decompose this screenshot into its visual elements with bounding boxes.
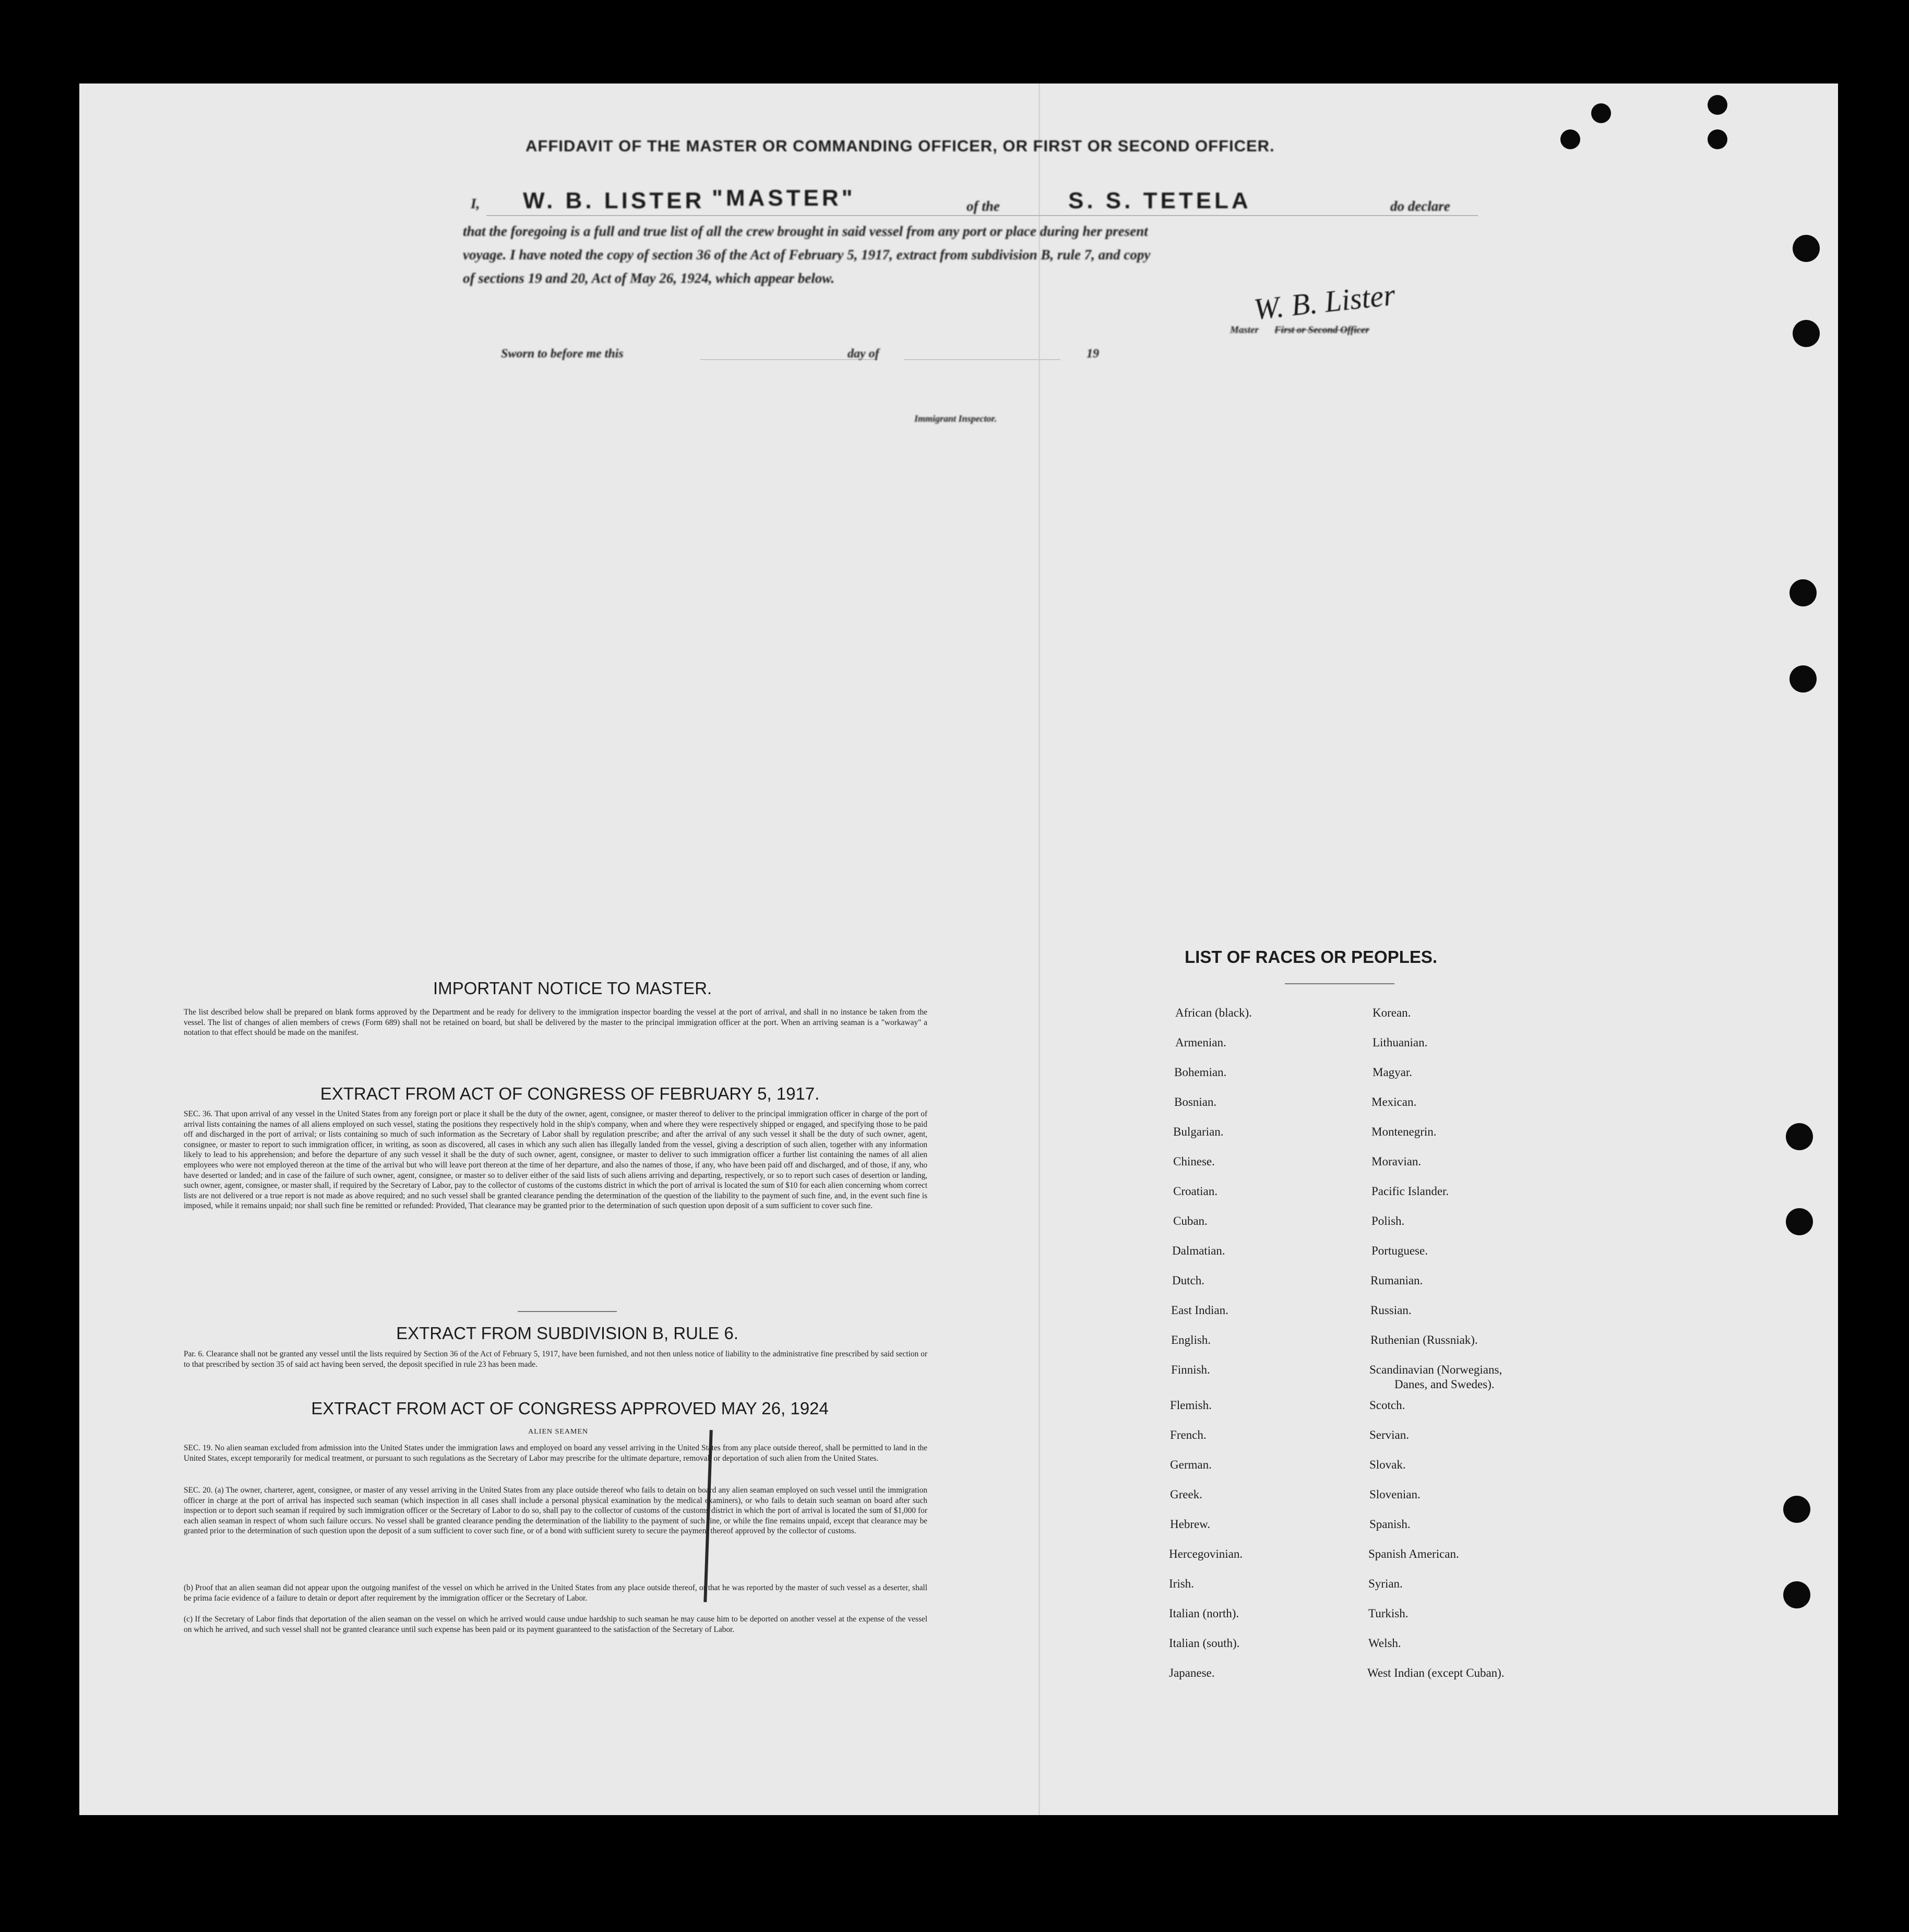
race-item: Slovak. xyxy=(1369,1458,1406,1471)
race-item: Portuguese. xyxy=(1371,1244,1428,1257)
page-fold xyxy=(1039,84,1040,1815)
race-item: Armenian. xyxy=(1175,1036,1226,1049)
race-item: Scotch. xyxy=(1369,1399,1405,1412)
extract-1924-sec19: SEC. 19. No alien seaman excluded from admission into the United States under the immigration laws and employed on board any vessel arriving in the United States from any place outside thereof, shall be permitted to land in the United States, except temporarily for medical treatment, or pursuant to such regulations as the Secretary of Labor may prescribe for the ultimate departure, removal, or deportation of such alien from the United States. xyxy=(184,1444,927,1463)
races-title: LIST OF RACES OR PEOPLES. xyxy=(1185,947,1438,967)
races-title-rule xyxy=(1285,983,1394,984)
race-item: Magyar. xyxy=(1373,1066,1413,1079)
race-item: Bulgarian. xyxy=(1173,1125,1224,1138)
race-item: West Indian (except Cuban). xyxy=(1367,1666,1505,1679)
punch-hole xyxy=(1591,103,1611,123)
signature-struck-text: First or Second Officer xyxy=(1274,325,1369,336)
affidavit-of-the: of the xyxy=(967,198,1000,214)
race-item: Syrian. xyxy=(1368,1577,1403,1590)
race-item: Pacific Islander. xyxy=(1371,1185,1449,1198)
race-item-continued: Danes, and Swedes). xyxy=(1394,1378,1495,1391)
punch-hole xyxy=(1708,129,1727,149)
rule6-title: EXTRACT FROM SUBDIVISION B, RULE 6. xyxy=(396,1323,738,1343)
race-item: Polish. xyxy=(1371,1214,1405,1227)
race-item: Italian (south). xyxy=(1169,1637,1240,1650)
affidavit-line-3: of sections 19 and 20, Act of May 26, 1924, which appear below. xyxy=(463,270,834,286)
master-signature: W. B. Lister xyxy=(1252,277,1397,327)
rule6-body: Par. 6. Clearance shall not be granted any vessel until the lists required by Section 36 of the Act of February 5, 1917, have been furnished, and not then unless notice of liability to the administrative fine prescribed by said section or to that prescribed by section 35 of said act having been served, the deposit specified in rule 23 has been made. xyxy=(184,1350,927,1369)
race-item: Rumanian. xyxy=(1370,1274,1423,1287)
race-item: Chinese. xyxy=(1173,1155,1215,1168)
race-item: Welsh. xyxy=(1368,1637,1401,1650)
extract-1924-title: EXTRACT FROM ACT OF CONGRESS APPROVED MAY 26, 1924 xyxy=(311,1399,829,1418)
affidavit-pre-name: I, xyxy=(471,196,480,211)
extract-1924-sec20c: (c) If the Secretary of Labor finds that deportation of the alien seaman on the vessel on which he arrived would cause undue hardship to such seaman he may cause him to be deported on another vessel at the expense of the vessel on which he arrived, and such vessel shall not be granted clearance until such expense has been paid or its payment guaranteed to the satisfaction of the Secretary of Labor. xyxy=(184,1615,927,1634)
race-item: Flemish. xyxy=(1170,1399,1212,1412)
day-blank xyxy=(904,359,1060,360)
sworn-text: Sworn to before me this xyxy=(501,347,624,361)
punch-hole xyxy=(1783,1581,1810,1608)
race-item: Hercegovinian. xyxy=(1169,1547,1243,1560)
document-page xyxy=(79,84,1838,1815)
race-item: Spanish. xyxy=(1369,1518,1411,1531)
punch-hole xyxy=(1708,95,1727,115)
race-item: English. xyxy=(1171,1333,1211,1346)
divider-1 xyxy=(518,1311,617,1312)
punch-hole xyxy=(1783,1496,1810,1523)
extract-1917-title: EXTRACT FROM ACT OF CONGRESS OF FEBRUARY 5, 1917. xyxy=(320,1084,820,1103)
race-item: Korean. xyxy=(1373,1006,1411,1019)
extract-1917-body: SEC. 36. That upon arrival of any vessel in the United States from any foreign port or place it shall be the duty of the owner, agent, consignee, or master thereof to deliver to the principal immigration officer in charge of the port of arrival lists containing the names of all aliens employed on such vessel, stating the positions they respectively hold in the ship's company, when and where they were respectively shipped or engaged, and specifying those to be paid off and discharged in the port of arrival; or lists containing so much of such information as the Secretary of Labor shall by regulation prescribe; and after the arrival of any such vessel it shall be the duty of such owner, agent, consignee, or master to report to such immigration officer, in writing, as soon as discovered, all cases in which any such alien has illegally landed from the vessel, giving a description of such alien, together with any information likely to lead to his apprehension; and before the departure of any such vessel it shall be the duty of such owner, agent, consignee, or master to deliver to such immigration officer a further list containing the names of all alien employees who were not employed thereon at the time of the arrival but who will leave port thereon at the time of her departure, and also the names of those, if any, who have been paid off and discharged, and of those, if any, who have deserted or landed; and in case of the failure of such owner, agent, consignee, or master so to deliver either of the said lists of such aliens arriving and departing, respectively, or so to report such cases of desertion or landing, such owner, agent, consignee, or master shall, if required by the Secretary of Labor, pay to the collector of customs of the customs district in which the port of arrival is located the sum of $10 for each alien concerning whom correct lists are not delivered or a true report is not made as above required; and no such vessel shall be granted clearance pending the determination of the question of the liability to the payment of such fine, and, in the event such fine is imposed, while it remains unpaid; nor shall such fine be remitted or refunded: Provided, That clearance may be granted prior to the determination of such question upon deposit of a sum sufficient to cover such fine. xyxy=(184,1110,927,1211)
race-item: Turkish. xyxy=(1368,1607,1409,1620)
name-underline xyxy=(486,215,1478,216)
race-item: African (black). xyxy=(1175,1006,1252,1019)
punch-hole xyxy=(1786,1123,1813,1150)
race-item: French. xyxy=(1170,1428,1207,1441)
extract-1924-sec20b: (b) Proof that an alien seaman did not appear upon the outgoing manifest of the vessel on which he arrived in the United States from any place outside thereof, or that he was reported by the master of such vessel as a deserter, shall be prima facie evidence of a failure to detain or deport after requirement by the immigration officer or the Secretary of Labor. xyxy=(184,1583,927,1603)
race-item: Japanese. xyxy=(1169,1666,1215,1679)
notice-title: IMPORTANT NOTICE TO MASTER. xyxy=(433,979,712,998)
punch-hole xyxy=(1560,129,1580,149)
punch-hole xyxy=(1789,665,1817,693)
race-item: Spanish American. xyxy=(1368,1547,1459,1560)
extract-1924-subtitle: ALIEN SEAMEN xyxy=(528,1428,589,1436)
race-item: German. xyxy=(1170,1458,1212,1471)
punch-hole xyxy=(1793,235,1820,262)
race-item: Dutch. xyxy=(1172,1274,1204,1287)
race-item: Scandinavian (Norwegians, xyxy=(1369,1363,1502,1376)
affidavit-title: AFFIDAVIT OF THE MASTER OR COMMANDING OFFICER, OR FIRST OR SECOND OFFICER. xyxy=(526,137,1275,155)
race-item: Hebrew. xyxy=(1170,1518,1211,1531)
extract-1924-sec20a: SEC. 20. (a) The owner, charterer, agent, consignee, or master of any vessel arriving in the United States from any place outside thereof who fails to detain on board any alien seaman employed on such vessel until the immigration officer in charge at the port of arrival has inspected such seaman (which inspection in all cases shall include a personal physical examination by the medical examiners), or who fails to detain such seaman on board after such inspection or to deport such seaman if required by such immigration officer or the Secretary of Labor to do so, shall pay to the collector of customs of the customs district in which the port of arrival is located the sum of $1,000 for each alien seaman in respect of whom such failure occurs. No vessel shall be granted clearance pending the determination of the liability to the payment of such fine, or while the fine remains unpaid, except that clearance may be granted prior to the determination of such question upon the deposit of a sum sufficient to cover such fine, or of a bond with sufficient surety to secure the payment thereof approved by the collector of customs. xyxy=(184,1486,927,1536)
punch-hole xyxy=(1793,320,1820,347)
vessel-name: S. S. TETELA xyxy=(1068,188,1251,213)
master-rank: "MASTER" xyxy=(712,185,856,211)
punch-hole xyxy=(1786,1208,1813,1235)
race-item: Mexican. xyxy=(1371,1095,1417,1108)
race-item: Lithuanian. xyxy=(1373,1036,1428,1049)
race-item: Italian (north). xyxy=(1169,1607,1239,1620)
race-item: Greek. xyxy=(1170,1488,1202,1501)
race-item: Croatian. xyxy=(1173,1185,1218,1198)
signature-caption: Master xyxy=(1230,325,1259,336)
race-item: Servian. xyxy=(1369,1428,1410,1441)
race-item: Bosnian. xyxy=(1174,1095,1217,1108)
race-item: Russian. xyxy=(1370,1304,1412,1317)
race-item: Cuban. xyxy=(1173,1214,1208,1227)
race-item: Slovenian. xyxy=(1369,1488,1421,1501)
punch-hole xyxy=(1789,579,1817,606)
race-item: Dalmatian. xyxy=(1172,1244,1225,1257)
day-of-text: day of xyxy=(848,347,879,361)
affidavit-line-2: voyage. I have noted the copy of section 36 of the Act of February 5, 1917, extract from subdivision B, rule 7, and copy xyxy=(463,247,1151,263)
race-item: Moravian. xyxy=(1371,1155,1422,1168)
race-item: Montenegrin. xyxy=(1371,1125,1437,1138)
notice-body: The list described below shall be prepared on blank forms approved by the Department and be ready for delivery to the immigration inspector boarding the vessel at the port of arrival, and shall in no instance be taken from the vessel. The list of changes of alien members of crews (Form 689) shall not be retained on board, but shall be delivered by the master to the principal immigration officer at the port. When an arriving seaman is a "workaway" a notation to that effect should be made on the manifest. xyxy=(184,1008,927,1037)
master-name: W. B. LISTER xyxy=(523,188,705,213)
race-item: Finnish. xyxy=(1171,1363,1210,1376)
race-item: East Indian. xyxy=(1171,1304,1228,1317)
affidavit-line-1: that the foregoing is a full and true list of all the crew brought in said vessel from any port or place during her present xyxy=(463,223,1148,239)
year-text: 19 xyxy=(1087,347,1099,361)
race-item: Ruthenian (Russniak). xyxy=(1370,1333,1478,1346)
inspector-caption: Immigrant Inspector. xyxy=(914,413,997,424)
affidavit-do-declare: do declare xyxy=(1390,198,1450,214)
race-item: Irish. xyxy=(1169,1577,1194,1590)
race-item: Bohemian. xyxy=(1174,1066,1227,1079)
